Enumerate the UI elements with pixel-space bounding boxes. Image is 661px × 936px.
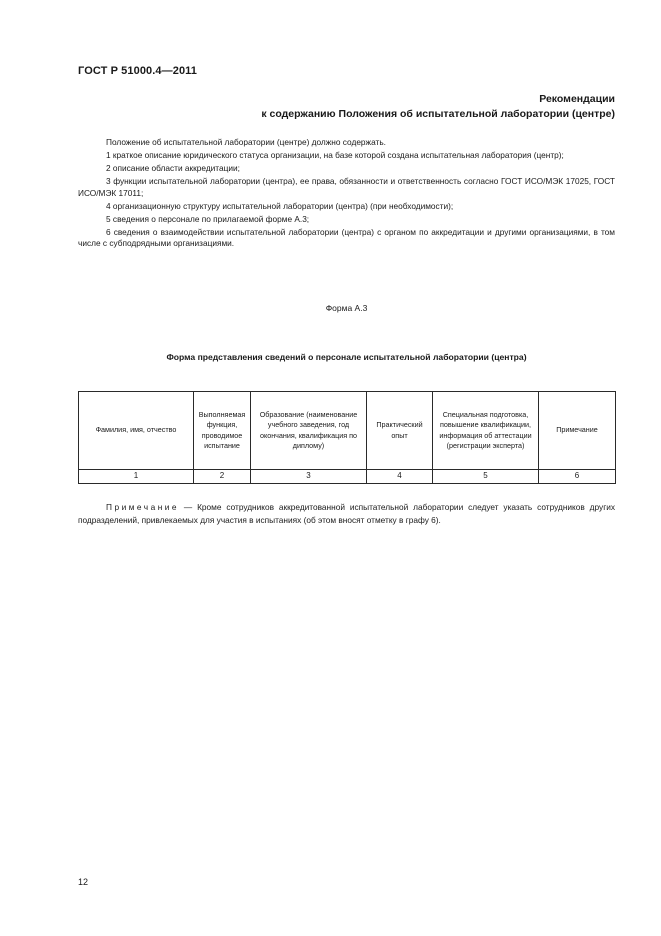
column-header: Практический опыт	[367, 392, 433, 470]
list-item: 2 описание области аккредитации;	[106, 163, 240, 173]
column-header: Специальная подготовка, повышение квалификации, информация об аттестации (регистрации эксперта)	[433, 392, 539, 470]
section-subtitle: к содержанию Положения об испытательной лаборатории (центре)	[261, 108, 615, 120]
column-header: Фамилия, имя, отчество	[79, 392, 194, 470]
list-item: 6 сведения о взаимодействии испытательной лаборатории (центра) с органом по аккредитации и другими организациями, в том числе с субподрядными организациями.	[78, 226, 615, 248]
table-note	[78, 501, 615, 527]
column-number: 4	[367, 470, 433, 484]
column-header: Выполняемая функция, проводимое испытание	[194, 392, 251, 470]
column-number: 2	[194, 470, 251, 484]
intro-paragraph	[78, 137, 615, 149]
column-number: 3	[251, 470, 367, 484]
column-number: 1	[79, 470, 194, 484]
list-item: 3 функции испытательной лаборатории (центра), ее права, обязанности и ответственность согласно ГОСТ ИСО/МЭК 17025, ГОСТ ИСО/МЭК 17011;	[78, 176, 615, 198]
list-item: 4 организационную структуру испытательной лаборатории (центра) (при необходимости);	[106, 200, 454, 211]
column-number: 6	[539, 470, 616, 484]
personnel-table	[78, 391, 616, 484]
column-number-row	[79, 470, 616, 484]
content-list	[78, 150, 615, 251]
list-item: 1 краткое описание юридического статуса организации, на базе которой создана испытательная лаборатория (центр);	[106, 150, 564, 160]
table-header-row	[79, 392, 616, 470]
form-title: Форма представления сведений о персонале испытательной лаборатории (центра)	[166, 352, 527, 362]
column-header: Образование (наименование учебного заведения, год окончания, квалификация по диплому)	[251, 392, 367, 470]
column-number: 5	[433, 470, 539, 484]
list-item: 5 сведения о персонале по прилагаемой форме А.3;	[106, 213, 310, 224]
column-header: Примечание	[539, 392, 616, 470]
document-code: ГОСТ Р 51000.4—2011	[78, 65, 198, 77]
form-label: Форма А.3	[325, 303, 368, 313]
note-label: Примечание	[106, 502, 180, 512]
page-number: 12	[78, 877, 89, 887]
note-text: — Кроме сотрудников аккредитованной испытательной лаборатории следует указать сотрудников других подразделений, привлекаемых для участия в испытаниях (об этом вносят отметку в графу 6).	[78, 502, 616, 525]
intro-text: Положение об испытательной лаборатории (центре) должно содержать.	[106, 137, 386, 147]
section-title: Рекомендации	[539, 93, 615, 105]
